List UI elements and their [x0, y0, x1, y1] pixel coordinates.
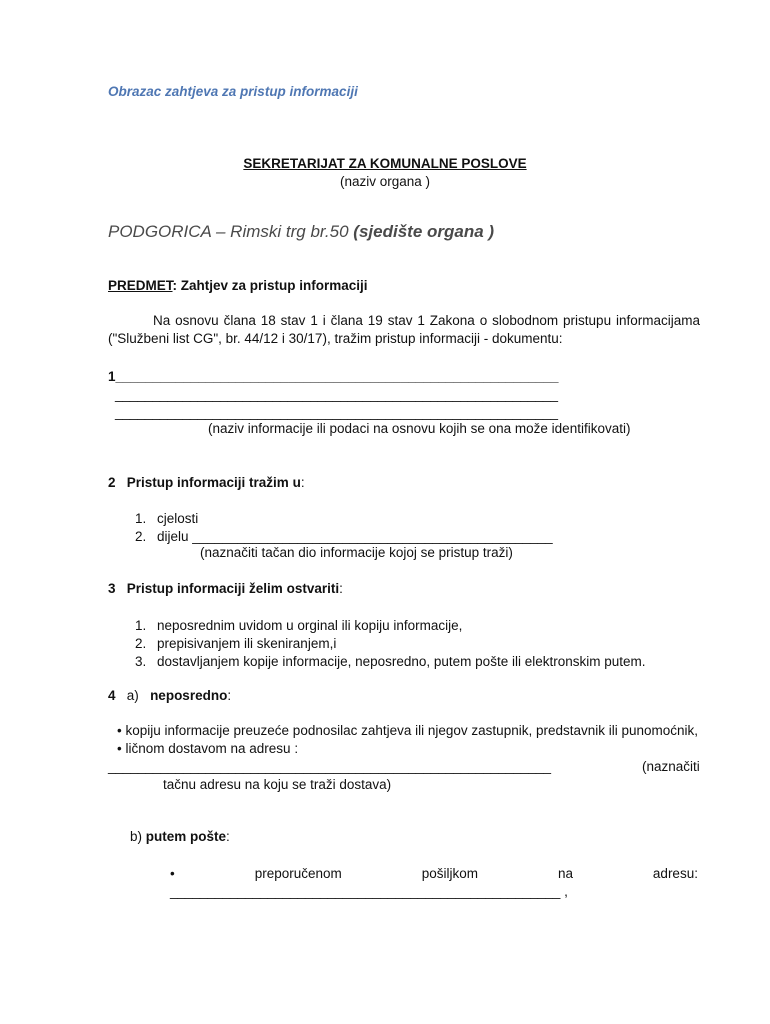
- organ-caption: (naziv organa ): [339, 174, 431, 189]
- section-2-colon: :: [300, 475, 305, 490]
- section-3-colon: :: [339, 581, 343, 596]
- section-3-number: 3: [108, 581, 116, 596]
- list-item-text: prepisivanjem ili skeniranjem,i: [157, 636, 337, 651]
- section-2-title: Pristup informaciji tražim u: [126, 475, 301, 490]
- section-2-caption: (naznačiti tačan dio informacije kojoj se pristup traži): [200, 545, 513, 560]
- section-4a-colon: :: [227, 688, 232, 703]
- list-item-text: dijelu ________________________________________________: [157, 529, 553, 544]
- info-line-3: ___________________________________________________________: [115, 405, 558, 420]
- info-caption: (naziv informacije ili podaci na osnovu kojih se ona može identifikovati): [208, 421, 631, 436]
- organ-name-text: SEKRETARIJAT ZA KOMUNALNE POSLOVE: [243, 156, 527, 171]
- subject-text: : Zahtjev za pristup informaciji: [172, 278, 368, 293]
- organ-seat: [108, 222, 494, 242]
- address-caption: tačnu adresu na koju se traži dostava): [163, 777, 392, 792]
- list-item: [135, 510, 553, 528]
- section-4a-letter: a): [126, 688, 139, 703]
- list-item-text: neposrednim uvidom u orginal ili kopiju informacije,: [157, 618, 463, 633]
- list-item-number: 2.: [135, 529, 147, 544]
- section-2-heading: [108, 475, 305, 490]
- pickup-bullet: • kopiju informacije preuzeće podnosilac zahtjeva ili njegov zastupnik, predstavnik ili punomoćnik,: [117, 723, 699, 738]
- word-to: na: [557, 866, 573, 881]
- list-item-text: dostavljanjem kopije informacije, neposredno, putem pošte ili elektronskim putem.: [157, 654, 646, 669]
- word-address: adresu:: [652, 866, 698, 881]
- list-item: [135, 617, 646, 635]
- section-4b-heading: [130, 829, 230, 844]
- registered-mail-row: [170, 866, 698, 881]
- list-item: [135, 653, 646, 671]
- form-title: Obrazac zahtjeva za pristup informaciji: [108, 84, 358, 99]
- mail-address-line: ____________________________________________________ ,: [170, 884, 568, 899]
- list-item-number: 1.: [135, 511, 147, 526]
- section-3-title: Pristup informaciji želim ostvariti: [126, 581, 340, 596]
- section-4b-title: putem pošte: [145, 829, 227, 844]
- legal-basis-paragraph: Na osnovu člana 18 stav 1 i člana 19 stav 1 Zakona o slobodnom pristupu informacijama ("Službeni list CG", br. 44/12 i 30/17), tražim pristup informaciji - dokumentu:: [108, 313, 700, 346]
- list-item: [135, 528, 553, 546]
- organ-name: [0, 156, 770, 171]
- section-4b-colon: :: [226, 829, 230, 844]
- section-2-number: 2: [108, 475, 116, 490]
- seat-text: PODGORICA – Rimski trg br.50: [108, 222, 354, 241]
- address-line: ___________________________________________________________: [108, 759, 551, 774]
- list-item-number: 2.: [135, 636, 147, 651]
- word-shipment: pošiljkom: [421, 866, 478, 881]
- section-3-options: [135, 617, 646, 671]
- subject-line: [108, 278, 368, 293]
- seat-label: (sjedište organa ): [353, 222, 495, 241]
- word-registered: preporučenom: [254, 866, 342, 881]
- section-2-options: [135, 510, 553, 546]
- personal-delivery-bullet: • ličnom dostavom na adresu :: [117, 741, 299, 756]
- section-4b-letter: b): [130, 829, 143, 844]
- info-line-2: ___________________________________________________________: [115, 387, 558, 402]
- info-line-1: 1___________________________________________________________: [108, 369, 559, 384]
- subject-label: PREDMET: [108, 278, 173, 293]
- section-4a-heading: [108, 688, 231, 703]
- list-item-text: cjelosti: [157, 511, 199, 526]
- section-4-number: 4: [108, 688, 116, 703]
- section-4a-title: neposredno: [150, 688, 228, 703]
- list-item-number: 1.: [135, 618, 147, 633]
- list-item-number: 3.: [135, 654, 147, 669]
- section-3-heading: [108, 581, 343, 596]
- bullet-mark: •: [170, 866, 175, 881]
- list-item: [135, 635, 646, 653]
- address-note: (naznačiti: [642, 759, 700, 774]
